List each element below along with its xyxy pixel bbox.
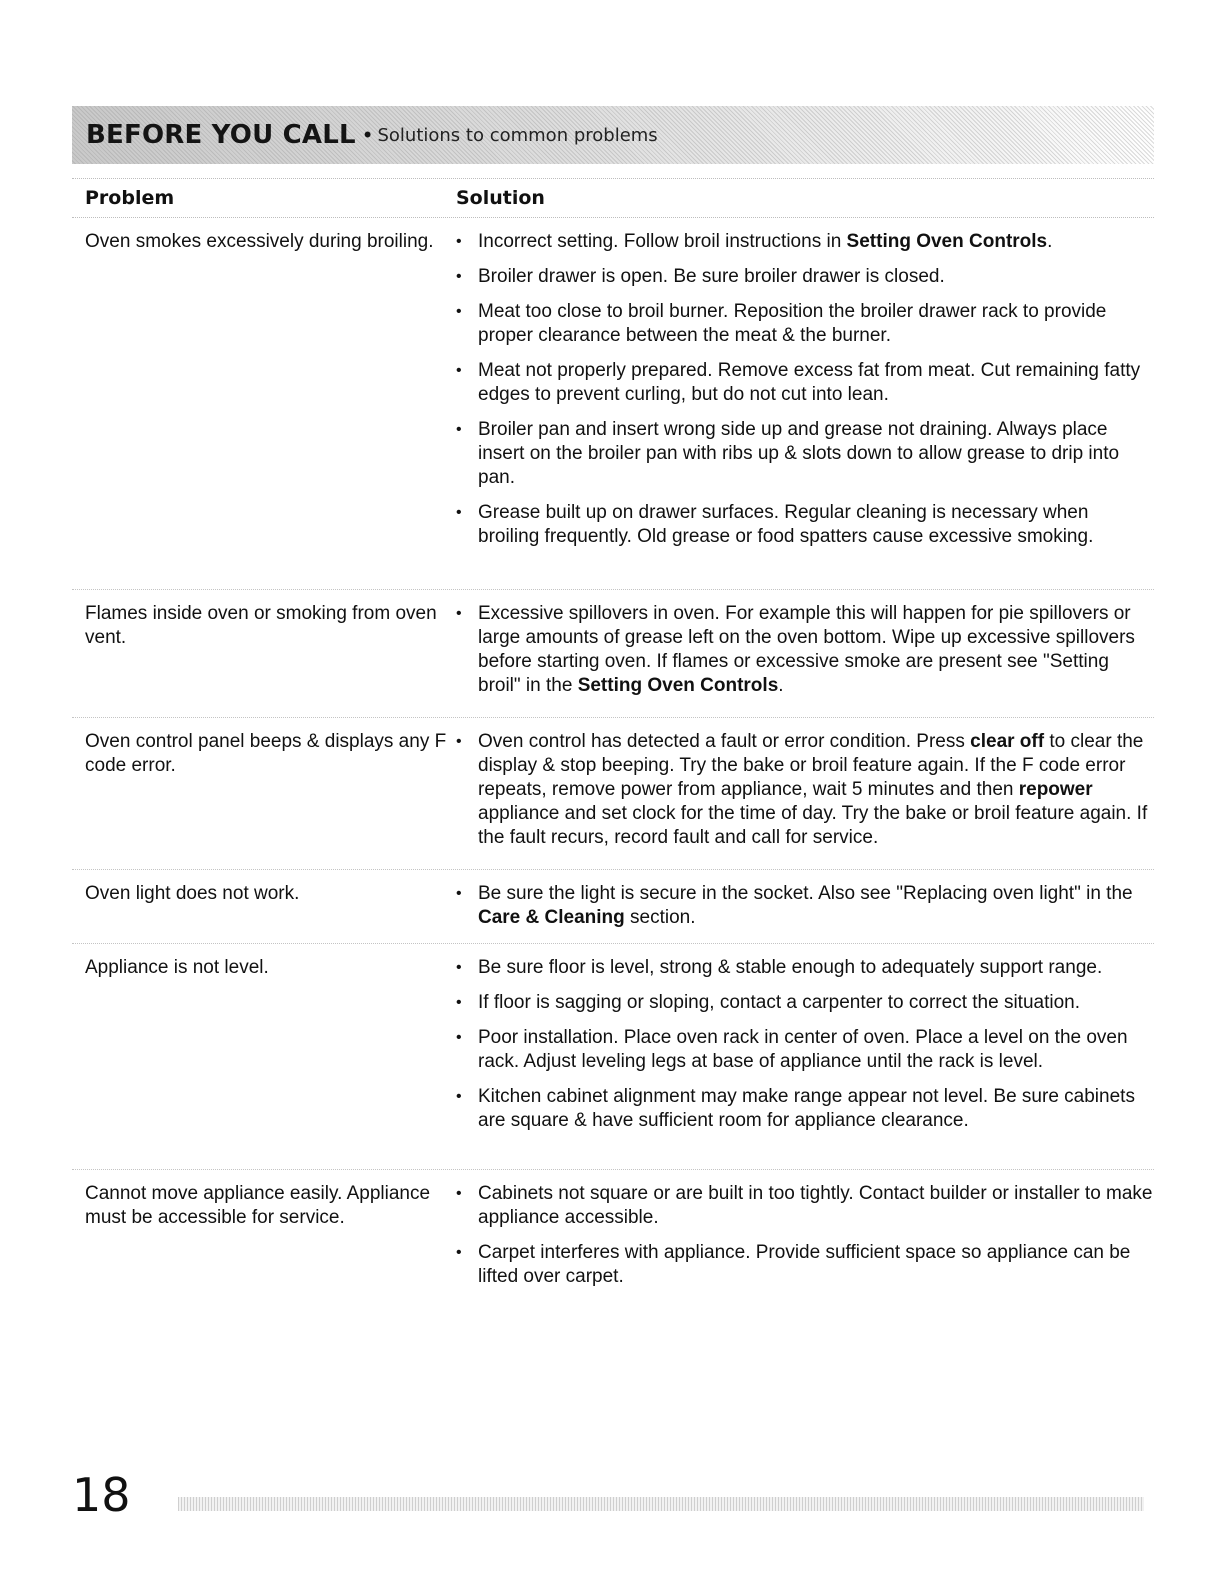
emphasis-text: Care & Cleaning [478,907,625,928]
solution-text: Incorrect setting. Follow broil instructions in [478,231,847,252]
solution-item [456,230,1154,254]
solution-text: section. [624,907,696,928]
solution-text: . [1047,231,1053,252]
table-row [72,1170,1154,1330]
emphasis-text: repower [1018,779,1093,800]
solution-item [456,300,1154,348]
solution-item [456,956,1154,980]
solution-text: Broiler pan and insert wrong side up and grease not draining. Always place insert on the broiler pan with ribs up & slots down to allow grease to drip into pan. [478,419,1120,488]
problem-cell: Oven smokes excessively during broiling. [85,231,434,252]
emphasis-text: clear off [970,731,1045,752]
table-row [72,218,1154,590]
table-row [72,944,1154,1170]
solution-text: Meat too close to broil burner. Reposition the broiler drawer rack to provide proper clearance between the meat & the burner. [478,301,1107,346]
solution-item [456,1085,1154,1133]
problem-column-header: Problem [85,187,175,209]
solution-text: Grease built up on drawer surfaces. Regular cleaning is necessary when broiling frequently. Old grease or food spatters cause excessive smoking. [478,502,1094,547]
solution-text: Oven control has detected a fault or error condition. Press [478,731,971,752]
solution-text: Poor installation. Place oven rack in center of oven. Place a level on the oven rack. Adjust leveling legs at base of appliance until the rack is level. [478,1027,1128,1072]
solution-item [456,501,1154,549]
solution-text: Be sure floor is level, strong & stable enough to adequately support range. [478,957,1103,978]
solution-list [456,218,1154,568]
table-row [72,718,1154,870]
solution-list [456,944,1154,1152]
solution-cell [456,218,1154,589]
solution-text: Excessive spillovers in oven. For example this will happen for pie spillovers or large amounts of grease left on the oven bottom. Wipe up excessive spillovers before starting oven. If flames or excessive smoke are present see "Setting broil" in the [478,603,1135,696]
solution-item [456,1241,1154,1289]
solution-list [456,870,1154,949]
problem-cell: Appliance is not level. [85,957,269,978]
table-header-row [72,178,1154,218]
page-number: 18 [72,1468,131,1522]
solution-item [456,602,1154,698]
solution-cell [456,718,1154,869]
problem-cell: Flames inside oven or smoking from oven vent. [85,603,437,648]
solution-list [456,718,1154,869]
solution-text: Be sure the light is secure in the socket. Also see "Replacing oven light" in the [478,883,1133,904]
solution-text: . [778,675,784,696]
solution-text: Carpet interferes with appliance. Provide sufficient space so appliance can be lifted over carpet. [478,1242,1131,1287]
solution-text: If floor is sagging or sloping, contact a carpenter to correct the situation. [478,992,1080,1013]
solution-cell [456,944,1154,1169]
solution-item [456,418,1154,490]
solution-column-header: Solution [456,187,545,209]
solution-item [456,359,1154,407]
solution-text: Meat not properly prepared. Remove excess fat from meat. Cut remaining fatty edges to prevent curling, but do not cut into lean. [478,360,1141,405]
problem-cell: Oven control panel beeps & displays any F code error. [85,731,447,776]
solution-text: Kitchen cabinet alignment may make range appear not level. Be sure cabinets are square & have sufficient room for appliance clearance. [478,1086,1135,1131]
solution-cell [456,870,1154,943]
solution-list [456,590,1154,717]
emphasis-text: Setting Oven Controls [846,231,1048,252]
banner-subtitle: Solutions to common problems [377,124,658,146]
section-banner [72,106,1154,164]
solution-cell [456,1170,1154,1330]
solution-text: Cabinets not square or are built in too tightly. Contact builder or installer to make appliance accessible. [478,1183,1153,1228]
table-row [72,870,1154,944]
solution-item [456,991,1154,1015]
troubleshooting-table [72,178,1154,1330]
solution-item [456,730,1154,850]
solution-item [456,1182,1154,1230]
solution-text: to clear the display & stop beeping. Try the bake or broil feature again. If the F code error repeats, remove power from appliance, wait 5 minutes and then [478,731,1144,800]
emphasis-text: Setting Oven Controls [577,675,779,696]
problem-cell: Cannot move appliance easily. Appliance must be accessible for service. [85,1183,431,1228]
table-row [72,590,1154,718]
footer-rule [178,1497,1144,1511]
solution-list [456,1170,1154,1308]
solution-cell [456,590,1154,717]
solution-text: Broiler drawer is open. Be sure broiler drawer is closed. [478,266,945,287]
solution-item [456,882,1154,930]
banner-separator: • [363,122,372,147]
solution-item [456,265,1154,289]
solution-text: appliance and set clock for the time of day. Try the bake or broil feature again. If the fault recurs, record fault and call for service. [478,803,1148,848]
problem-cell: Oven light does not work. [85,883,300,904]
banner-title: BEFORE YOU CALL [86,120,356,150]
table-body [72,218,1154,1330]
solution-item [456,1026,1154,1074]
